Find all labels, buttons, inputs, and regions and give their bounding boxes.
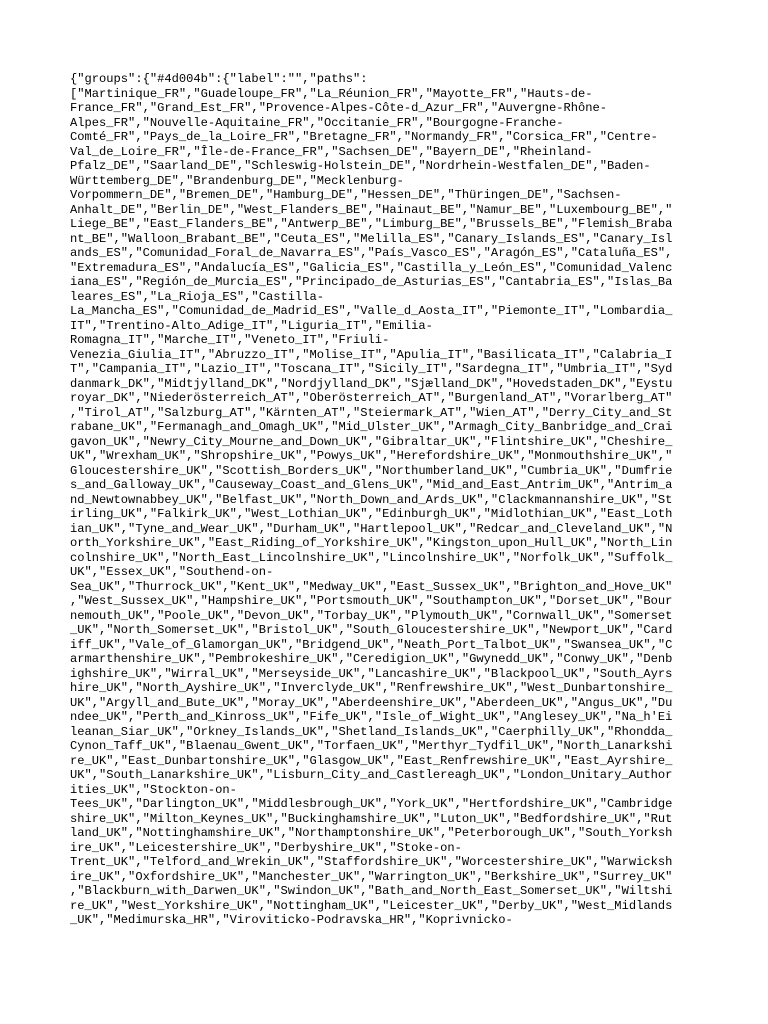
json-text-block: {"groups":{"#4d004b":{"label":"","paths": ["Martinique_FR","Guadeloupe_FR","La_Réunion_FR","Mayotte_FR","Hauts-de- France_FR","Grand_Est_FR","Provence-Alpes-Côte-d_Azur_FR","Auvergne-Rhône- Alpes_FR","Nouvelle-Aquitaine_FR","Occitanie_FR","Bourgogne-Franche- Comté_FR","Pays_de_la_Loire_FR","Bretagne_FR","Normandy_FR","Corsica_FR","Centre- Val_de_Loire_FR","Île-de-France_FR","Sachsen_DE","Bayern_DE","Rheinland- Pfalz_DE","Saarland_DE","Schleswig-Holstein_DE","Nordrhein-Westfalen_DE","Baden- Württemberg_DE","Brandenburg_DE","Mecklenburg- Vorpommern_DE","Bremen_DE","Hamburg_DE","Hessen_DE","Thüringen_DE","Sachsen- Anhalt_DE","Berlin_DE","West_Flanders_BE","Hainaut_BE","Namur_BE","Luxembourg_BE"," Liege_BE","East_Flanders_BE","Antwerp_BE","Limburg_BE","Brussels_BE","Flemish_Braba nt_BE","Walloon_Brabant_BE","Ceuta_ES","Melilla_ES","Canary_Islands_ES","Canary_Isl ands_ES","Comunidad_Foral_de_Navarra_ES","País_Vasco_ES","Aragón_ES","Cataluña_ES", "Extremadura_ES","Andalucía_ES","Galicia_ES","Castilla_y_León_ES","Comunidad_Valenc iana_ES","Región_de_Murcia_ES","Principado_de_Asturias_ES","Cantabria_ES","Islas_Ba leares_ES","La_Rioja_ES","Castilla- La_Mancha_ES","Comunidad_de_Madrid_ES","Valle_d_Aosta_IT","Piemonte_IT","Lombardia_ IT","Trentino-Alto_Adige_IT","Liguria_IT","Emilia- Romagna_IT","Marche_IT","Veneto_IT","Friuli- Venezia_Giulia_IT","Abruzzo_IT","Molise_IT","Apulia_IT","Basilicata_IT","Calabria_I T","Campania_IT","Lazio_IT","Toscana_IT","Sicily_IT","Sardegna_IT","Umbria_IT","Syd danmark_DK","Midtjylland_DK","Nordjylland_DK","Sjælland_DK","Hovedstaden_DK","Eystu royar_DK","Niederösterreich_AT","Oberösterreich_AT","Burgenland_AT","Vorarlberg_AT" ,"Tirol_AT","Salzburg_AT","Kärnten_AT","Steiermark_AT","Wien_AT","Derry_City_and_St rabane_UK","Fermanagh_and_Omagh_UK","Mid_Ulster_UK","Armagh_City_Banbridge_and_Crai gavon_UK","Newry_City_Mourne_and_Down_UK","Gibraltar_UK","Flintshire_UK","Cheshire_ UK","Wrexham_UK","Shropshire_UK","Powys_UK","Herefordshire_UK","Monmouthshire_UK"," Gloucestershire_UK","Scottish_Borders_UK","Northumberland_UK","Cumbria_UK","Dumfrie s_and_Galloway_UK","Causeway_Coast_and_Glens_UK","Mid_and_East_Antrim_UK","Antrim_a nd_Newtownabbey_UK","Belfast_UK","North_Down_and_Ards_UK","Clackmannanshire_UK","St irling_UK","Falkirk_UK","West_Lothian_UK","Edinburgh_UK","Midlothian_UK","East_Loth ian_UK","Tyne_and_Wear_UK","Durham_UK","Hartlepool_UK","Redcar_and_Cleveland_UK","N orth_Yorkshire_UK","East_Riding_of_Yorkshire_UK","Kingston_upon_Hull_UK","North_Lin colnshire_UK","North_East_Lincolnshire_UK","Lincolnshire_UK","Norfolk_UK","Suffolk_ UK","Essex_UK","Southend-on- Sea_UK","Thurrock_UK","Kent_UK","Medway_UK","East_Sussex_UK","Brighton_and_Hove_UK" ,"West_Sussex_UK","Hampshire_UK","Portsmouth_UK","Southampton_UK","Dorset_UK","Bour nemouth_UK","Poole_UK","Devon_UK","Torbay_UK","Plymouth_UK","Cornwall_UK","Somerset _UK","North_Somerset_UK","Bristol_UK","South_Gloucestershire_UK","Newport_UK","Card iff_UK","Vale_of_Glamorgan_UK","Bridgend_UK","Neath_Port_Talbot_UK","Swansea_UK","C armarthenshire_UK","Pembrokeshire_UK","Ceredigion_UK","Gwynedd_UK","Conwy_UK","Denb ighshire_UK","Wirral_UK","Merseyside_UK","Lancashire_UK","Blackpool_UK","South_Ayrs hire_UK","North_Ayshire_UK","Inverclyde_UK","Renfrewshire_UK","West_Dunbartonshire_ UK","Argyll_and_Bute_UK","Moray_UK","Aberdeenshire_UK","Aberdeen_UK","Angus_UK","Du ndee_UK","Perth_and_Kinross_UK","Fife_UK","Isle_of_Wight_UK","Anglesey_UK","Na_h'Ei leanan_Siar_UK","Orkney_Islands_UK","Shetland_Islands_UK","Caerphilly_UK","Rhondda_ Cynon_Taff_UK","Blaenau_Gwent_UK","Torfaen_UK","Merthyr_Tydfil_UK","North_Lanarkshi re_UK","East_Dunbartonshire_UK","Glasgow_UK","East_Renfrewshire_UK","East_Ayrshire_ UK","South_Lanarkshire_UK","Lisburn_City_and_Castlereagh_UK","London_Unitary_Author ities_UK","Stockton-on- Tees_UK","Darlington_UK","Middlesbrough_UK","York_UK","Hertfordshire_UK","Cambridge shire_UK","Milton_Keynes_UK","Buckinghamshire_UK","Luton_UK","Bedfordshire_UK","Rut land_UK","Nottinghamshire_UK","Northamptonshire_UK","Peterborough_UK","South_Yorksh ire_UK","Leicestershire_UK","Derbyshire_UK","Stoke-on- Trent_UK","Telford_and_Wrekin_UK","Staffordshire_UK","Worcestershire_UK","Warwicksh ire_UK","Oxfordshire_UK","Manchester_UK","Warrington_UK","Berkshire_UK","Surrey_UK" ,"Blackburn_with_Darwen_UK","Swindon_UK","Bath_and_North_East_Somerset_UK","Wiltshi re_UK","West_Yorkshire_UK","Nottingham_UK","Leicester_UK","Derby_UK","West_Midlands _UK","Medimurska_HR","Viroviticko-Podravska_HR","Koprivnicko- — [70, 72, 673, 927]
